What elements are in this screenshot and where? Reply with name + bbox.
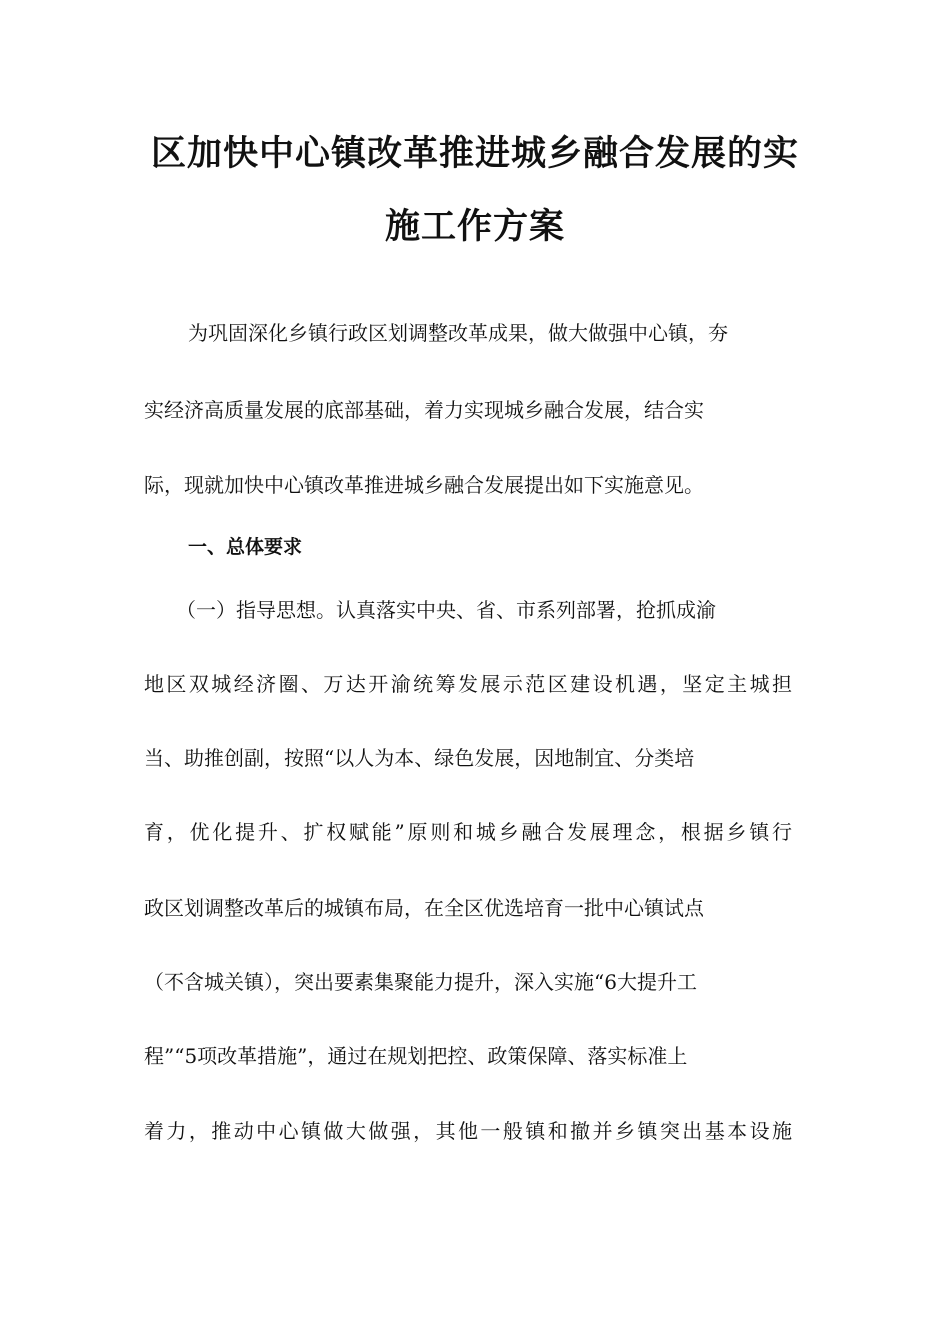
section1-paragraph-line-3: 当、助推创副，按照“以人为本、绿色发展，因地制宜、分类培 <box>144 746 695 770</box>
section1-paragraph-line-6: （不含城关镇），突出要素集聚能力提升，深入实施“6大提升工 <box>144 970 697 994</box>
section-heading-general-requirements: 一、总体要求 <box>188 536 303 558</box>
intro-paragraph-line-2: 实经济高质量发展的底部基础，着力实现城乡融合发展，结合实 <box>144 398 704 422</box>
document-title-line-1: 区加快中心镇改革推进城乡融合发展的实 <box>150 134 799 174</box>
section1-paragraph-line-7: 程”“5项改革措施”，通过在规划把控、政策保障、落实标准上 <box>144 1044 688 1068</box>
document-title-line-2: 施工作方案 <box>384 207 565 247</box>
section1-paragraph-line-8: 着力，推动中心镇做大做强，其他一般镇和撤并乡镇突出基本设施 <box>144 1119 792 1143</box>
section1-paragraph-line-5: 政区划调整改革后的城镇布局，在全区优选培育一批中心镇试点 <box>144 896 704 920</box>
intro-paragraph-line-3: 际，现就加快中心镇改革推进城乡融合发展提出如下实施意见。 <box>144 473 704 497</box>
intro-paragraph-line-1: 为巩固深化乡镇行政区划调整改革成果，做大做强中心镇，夯 <box>188 321 728 345</box>
section1-paragraph-line-4: 育，优化提升、扩权赋能”原则和城乡融合发展理念，根据乡镇行 <box>144 820 792 844</box>
section1-paragraph-line-2: 地区双城经济圈、万达开渝统筹发展示范区建设机遇，坚定主城担 <box>144 672 792 696</box>
section1-paragraph-line-1: （一）指导思想。认真落实中央、省、市系列部署，抢抓成渝 <box>176 598 716 622</box>
